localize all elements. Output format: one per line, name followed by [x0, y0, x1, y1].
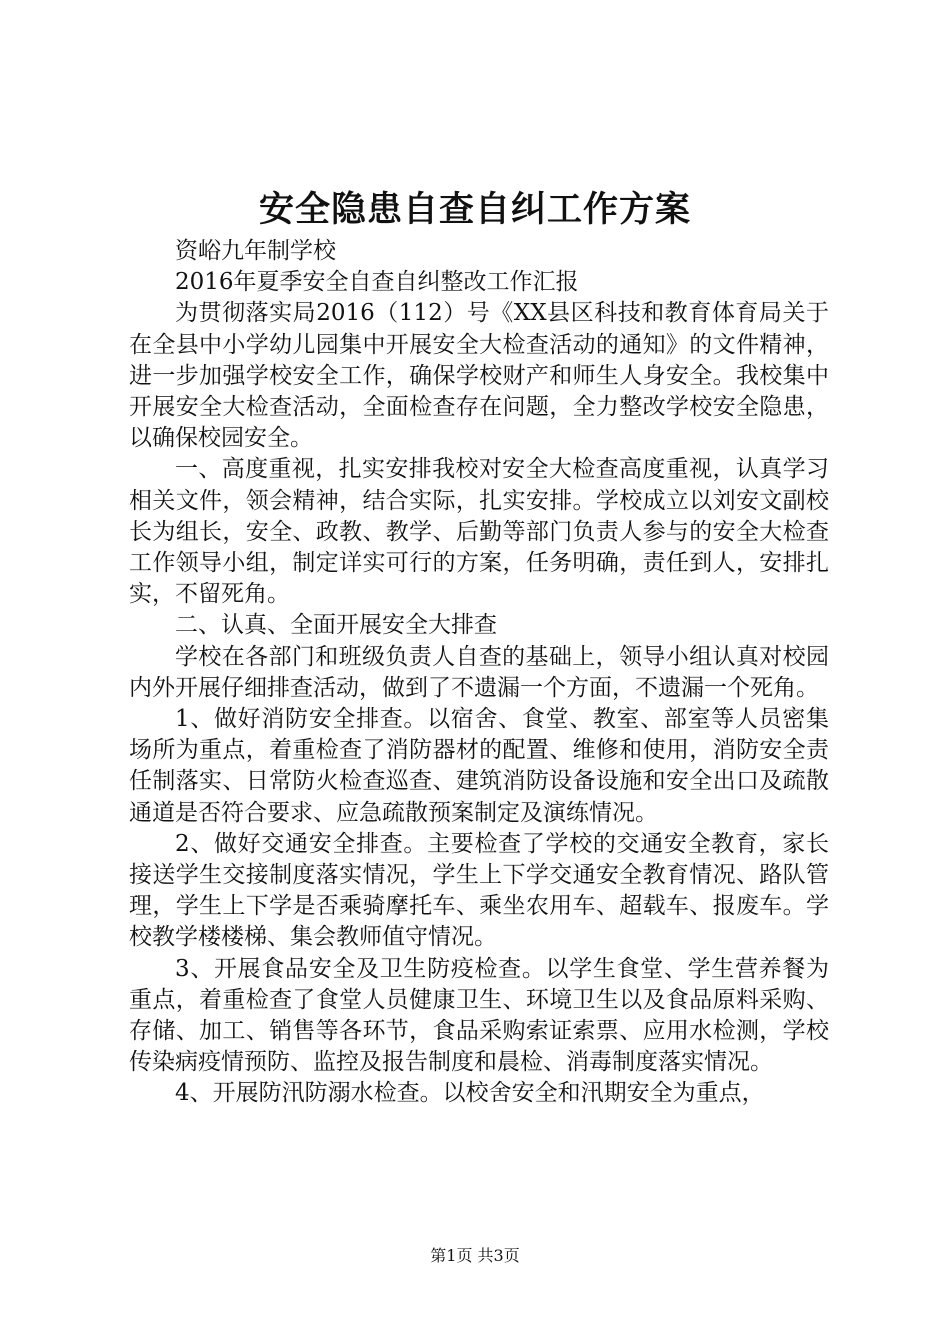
page-footer: 第1页 共3页 — [430, 1246, 520, 1265]
report-subtitle: 2016年夏季安全自查自纠整改工作汇报 — [175, 269, 579, 296]
item-food-safety: 3、开展食品安全及卫生防疫检查。以学生食堂、学生营养餐为重点，着重检查了食堂人员健康卫生、环境卫生以及食品原料采购、存储、加工、销售等各环节，食品采购索证索票、应用水检测，学校传染病疫情预防、监控及报告制度和晨检、消毒制度落实情况。 — [129, 955, 829, 1076]
item-flood-safety: 4、开展防汛防溺水检查。以校舍安全和汛期安全为重点， — [175, 1080, 765, 1107]
section-two-paragraph: 学校在各部门和班级负责人自查的基础上，领导小组认真对校园内外开展仔细排查活动，做到了不遗漏一个方面，不遗漏一个死角。 — [129, 643, 829, 701]
school-name: 资峪九年制学校 — [175, 238, 336, 264]
item-fire-safety: 1、做好消防安全排查。以宿舍、食堂、教室、部室等人员密集场所为重点，着重检查了消防器材的配置、维修和使用，消防安全责任制落实、日常防火检查巡查、建筑消防设备设施和安全出口及疏散通道是否符合要求、应急疏散预案制定及演练情况。 — [129, 706, 829, 826]
intro-paragraph: 为贯彻落实局2016（112）号《XX县区科技和教育体育局关于在全县中小学幼儿园集中开展安全大检查活动的通知》的文件精神，进一步加强学校安全工作，确保学校财产和师生人身安全。我校集中开展安全大检查活动，全面检查存在问题，全力整改学校安全隐患，以确保校园安全。 — [129, 300, 829, 452]
document-title: 安全隐患自查自纠工作方案 — [258, 189, 691, 230]
section-two-heading: 二、认真、全面开展安全大排查 — [175, 612, 497, 639]
section-one-paragraph: 一、高度重视，扎实安排我校对安全大检查高度重视，认真学习相关文件，领会精神，结合实际，扎实安排。学校成立以刘安文副校长为组长，安全、政教、教学、后勤等部门负责人参与的安全大检查工作领导小组，制定详实可行的方案，任务明确，责任到人，安排扎实，不留死角。 — [129, 456, 829, 608]
document-body — [129, 236, 829, 1110]
item-traffic-safety: 2、做好交通安全排查。主要检查了学校的交通安全教育，家长接送学生交接制度落实情况，学生上下学交通安全教育情况、路队管理，学生上下学是否乘骑摩托车、乘坐农用车、超载车、报废车。学校教学楼楼梯、集会教师值守情况。 — [129, 830, 829, 951]
